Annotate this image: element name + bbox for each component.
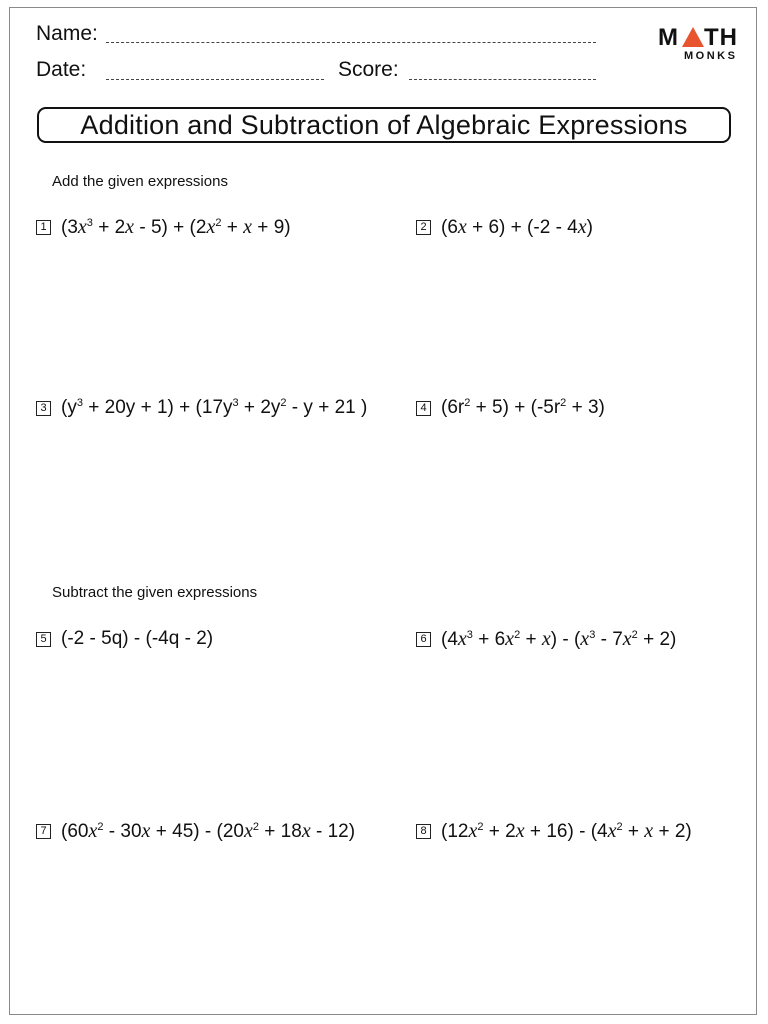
problem-4 [416,397,605,419]
problem-expression: $(3x^3 + 2x - 5) + (2x^2 + x + 9)$ [61,216,291,238]
problem-number: 7 [36,824,51,839]
logo-subtitle: MONKS [684,50,738,62]
math-monks-logo: M TH MONKS [658,24,738,62]
problem-number: 4 [416,401,431,416]
problem-expression: $(y^3 + 20y + 1) + (17y^3 + 2y^2 - y + 21$ ) [61,397,368,418]
name-field[interactable] [106,42,596,43]
problem-3 [36,397,367,419]
triangle-icon [682,27,704,47]
problem-expression: (6x + 6) + (-2 - 4x) [441,216,593,238]
score-label: Score: [338,58,399,81]
date-label: Date: [36,58,87,81]
problem-number: 3 [36,401,51,416]
problem-7 [36,820,355,843]
problem-expression: $(12x^2 + 2x + 16) - (4x^2 + x + 2)$ [441,820,692,842]
problem-6 [416,628,676,651]
problem-number: 8 [416,824,431,839]
problem-expression: $(4x^3 + 6x^2 + x) - (x^3 - 7x^2 + 2)$ [441,628,677,650]
problem-expression: (-2 - 5q) - (-4q - 2) [61,628,214,649]
problem-1 [36,216,291,239]
name-label: Name: [36,22,98,45]
problem-expression: $(60x^2 - 30x + 45) - (20x^2 + 18x - 12)$ [61,820,356,842]
add-section-heading: Add the given expressions [52,173,228,190]
problem-8 [416,820,692,843]
problem-5 [36,628,213,650]
subtract-section-heading: Subtract the given expressions [52,584,258,601]
problem-number: 6 [416,632,431,647]
problem-expression: $(6r^2 + 5) + (-5r^2 + 3)$ [441,397,605,418]
problem-number: 5 [36,632,51,647]
page-title: Addition and Subtraction of Algebraic Expressions [80,110,688,140]
worksheet-border [9,7,757,1015]
problem-2 [416,216,593,239]
problem-number: 1 [36,220,51,235]
score-field[interactable] [409,79,596,80]
problem-number: 2 [416,220,431,235]
title-box [37,107,731,143]
date-field[interactable] [106,79,324,80]
